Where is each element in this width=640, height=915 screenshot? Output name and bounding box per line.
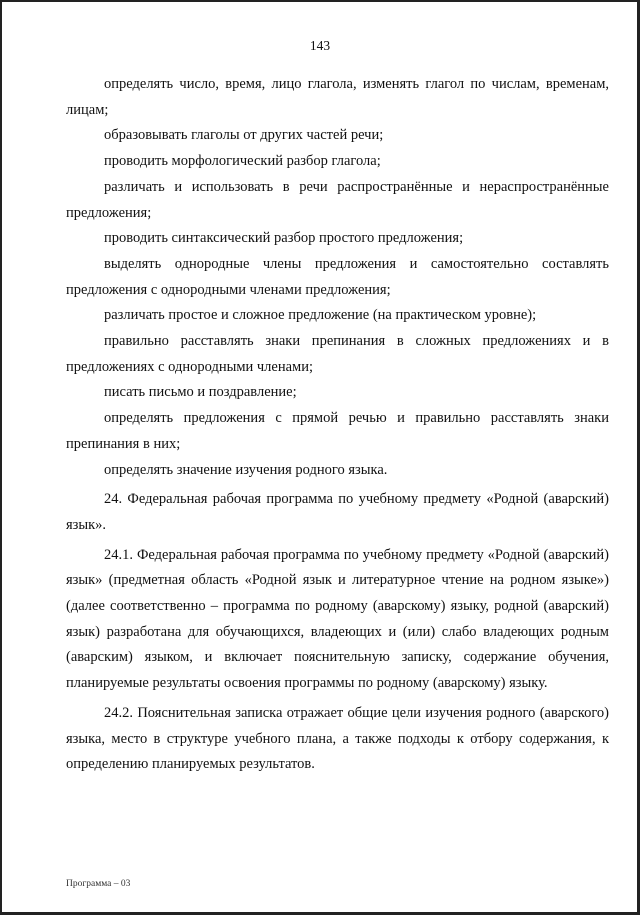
paragraph: проводить синтаксический разбор простого предложения;: [104, 230, 464, 247]
paragraph: 24.1. Федеральная рабочая программа по учебному предмету «Родной (аварский) язык» (предметная область «Родной язык и литературное чтение на родном языке») (далее соответственно – программа по родному (аварскому) языку, родной (аварский) язык) разработана для обучающихся, владеющих и (или) слабо владеющих родным (аварским) языком, и включает пояснительную записку, содержание обучения, планируемые результаты освоения программы по родному (аварскому) языку.: [66, 546, 609, 692]
paragraph: образовывать глаголы от других частей речи;: [104, 127, 384, 144]
paragraph: определять предложения с прямой речью и правильно расставлять знаки препинания в них;: [66, 410, 609, 452]
paragraph: 24.2. Пояснительная записка отражает общие цели изучения родного (аварского) языка, место в структуре учебного плана, а также подходы к отбору содержания, к определению планируемых результатов.: [66, 704, 609, 773]
paragraph: различать простое и сложное предложение (на практическом уровне);: [104, 307, 537, 324]
paragraph: проводить морфологический разбор глагола;: [104, 153, 381, 170]
footer-label: Программа – 03: [66, 879, 131, 889]
paragraph: выделять однородные члены предложения и самостоятельно составлять предложения с однородными членами предложения;: [66, 255, 609, 298]
paragraph: определять значение изучения родного языка.: [104, 461, 388, 478]
paragraph: определять число, время, лицо глагола, изменять глагол по числам, временам, лицам;: [66, 76, 609, 118]
paragraph: различать и использовать в речи распространённые и нераспространённые предложения;: [66, 178, 609, 221]
document-body: [66, 72, 609, 778]
section-heading: 24. Федеральная рабочая программа по учебному предмету «Родной (аварский) язык».: [66, 491, 609, 533]
paragraph: писать письмо и поздравление;: [104, 384, 297, 401]
paragraph: правильно расставлять знаки препинания в сложных предложениях и в предложениях с однородными членами;: [66, 333, 609, 375]
page-number: 143: [309, 38, 331, 53]
